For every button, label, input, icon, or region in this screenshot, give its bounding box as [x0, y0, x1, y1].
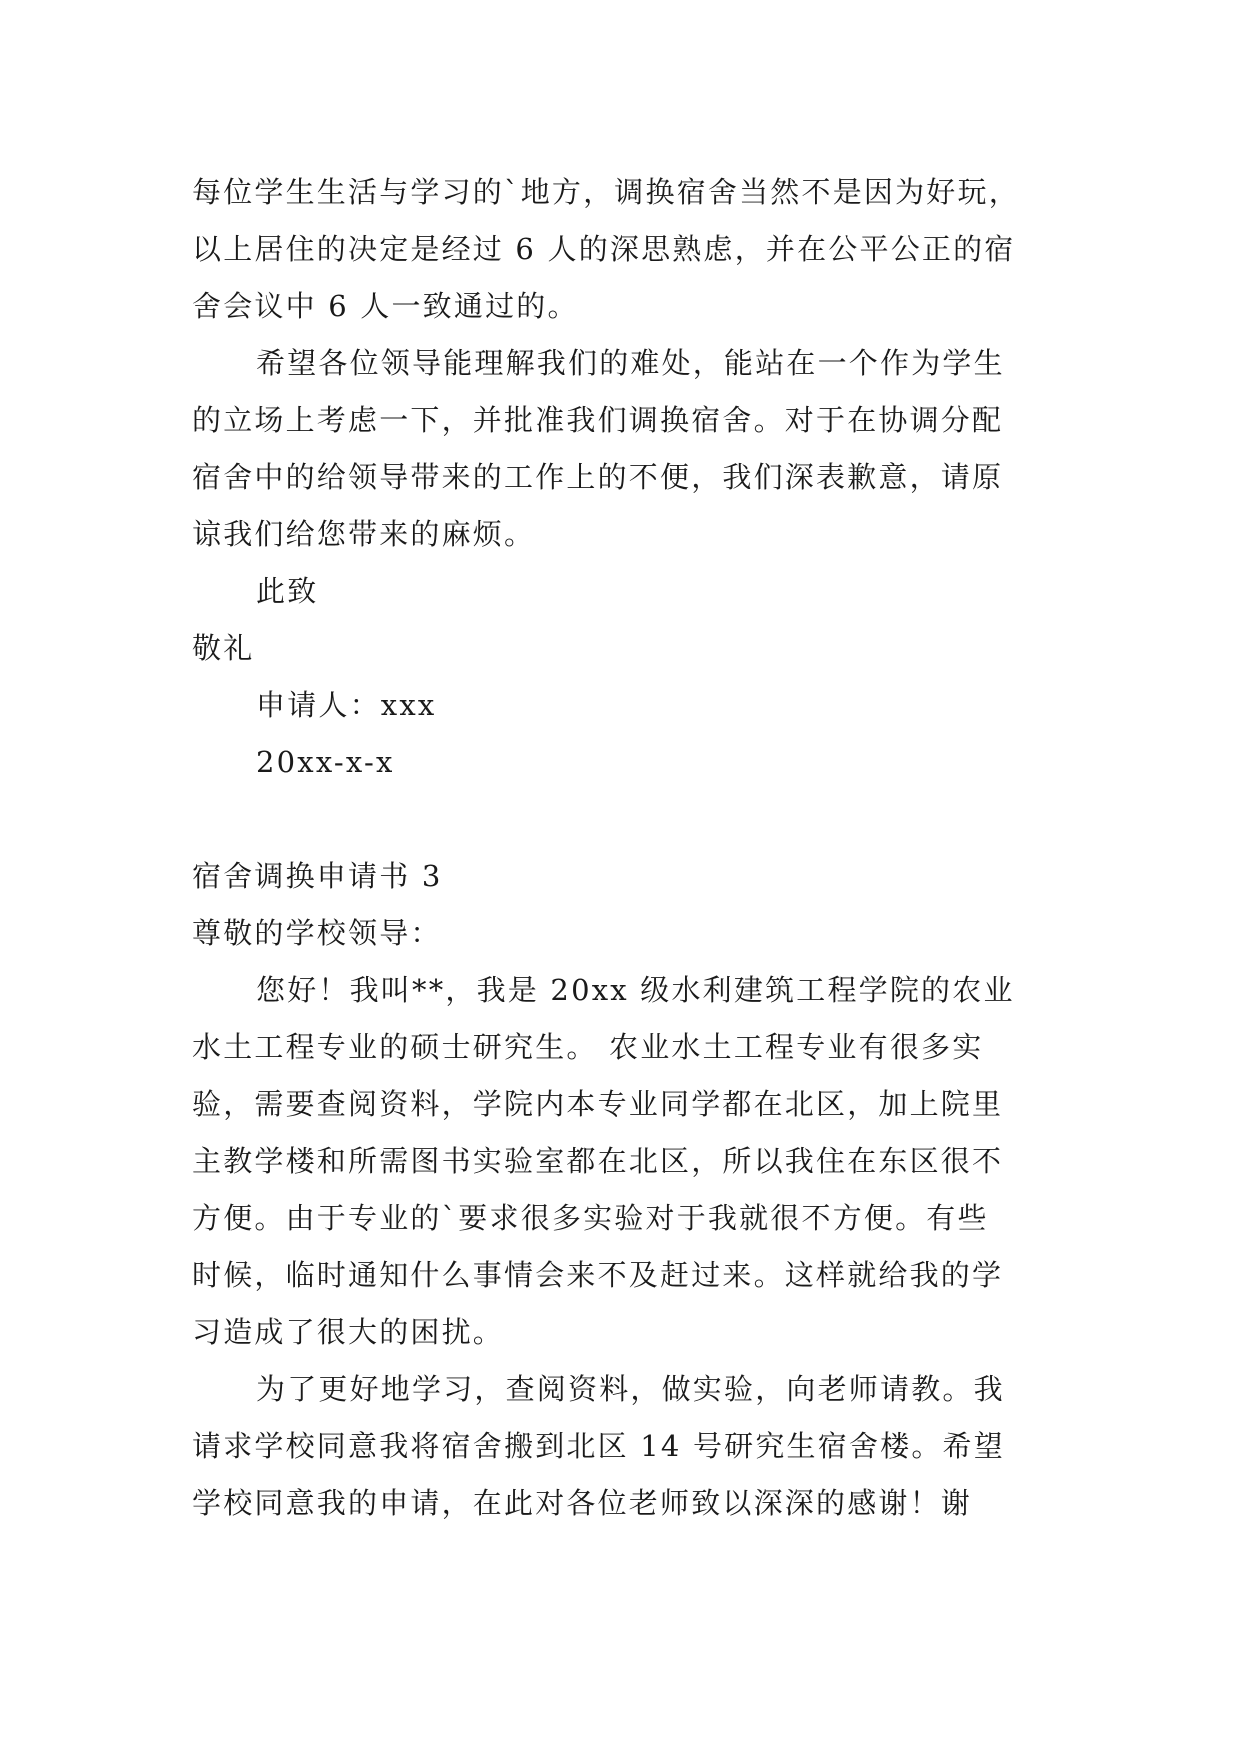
body-line-3: 舍会议中 6 人一致通过的。: [192, 289, 579, 323]
letter-greeting: 尊敬的学校领导：: [192, 916, 442, 950]
body-line-14: 习造成了很大的困扰。: [192, 1315, 505, 1349]
applicant-signature: 申请人：xxx: [256, 688, 437, 722]
body-line-8: 您好！我叫**，我是 20xx 级水利建筑工程学院的农业: [256, 973, 1015, 1007]
body-line-17: 学校同意我的申请，在此对各位老师致以深深的感谢！谢: [192, 1486, 973, 1520]
body-line-12: 方便。由于专业的`要求很多实验对于我就很不方便。有些: [192, 1201, 989, 1235]
body-line-9: 水土工程专业的硕士研究生。 农业水土工程专业有很多实: [192, 1030, 984, 1064]
closing-regards: 敬礼: [192, 631, 255, 665]
body-line-16: 请求学校同意我将宿舍搬到北区 14 号研究生宿舍楼。希望: [192, 1429, 1005, 1463]
body-line-13: 时候，临时通知什么事情会来不及赶过来。这样就给我的学: [192, 1258, 1004, 1292]
body-line-1: 每位学生生活与学习的`地方，调换宿舍当然不是因为好玩，: [192, 175, 1020, 209]
section-title: 宿舍调换申请书 3: [192, 859, 443, 893]
body-line-6: 宿舍中的给领导带来的工作上的不便，我们深表歉意，请原: [192, 460, 1004, 494]
body-line-5: 的立场上考虑一下，并批准我们调换宿舍。对于在协调分配: [192, 403, 1004, 437]
body-line-4: 希望各位领导能理解我们的难处，能站在一个作为学生: [256, 346, 1005, 380]
body-line-11: 主教学楼和所需图书实验室都在北区，所以我住在东区很不: [192, 1144, 1004, 1178]
application-date: 20xx-x-x: [256, 745, 395, 779]
body-line-10: 验，需要查阅资料，学院内本专业同学都在北区，加上院里: [192, 1087, 1004, 1121]
body-line-2: 以上居住的决定是经过 6 人的深思熟虑，并在公平公正的宿: [192, 232, 1016, 266]
body-line-15: 为了更好地学习，查阅资料，做实验，向老师请教。我: [256, 1372, 1005, 1406]
closing-salutation: 此致: [256, 574, 319, 608]
body-line-7: 谅我们给您带来的麻烦。: [192, 517, 536, 551]
